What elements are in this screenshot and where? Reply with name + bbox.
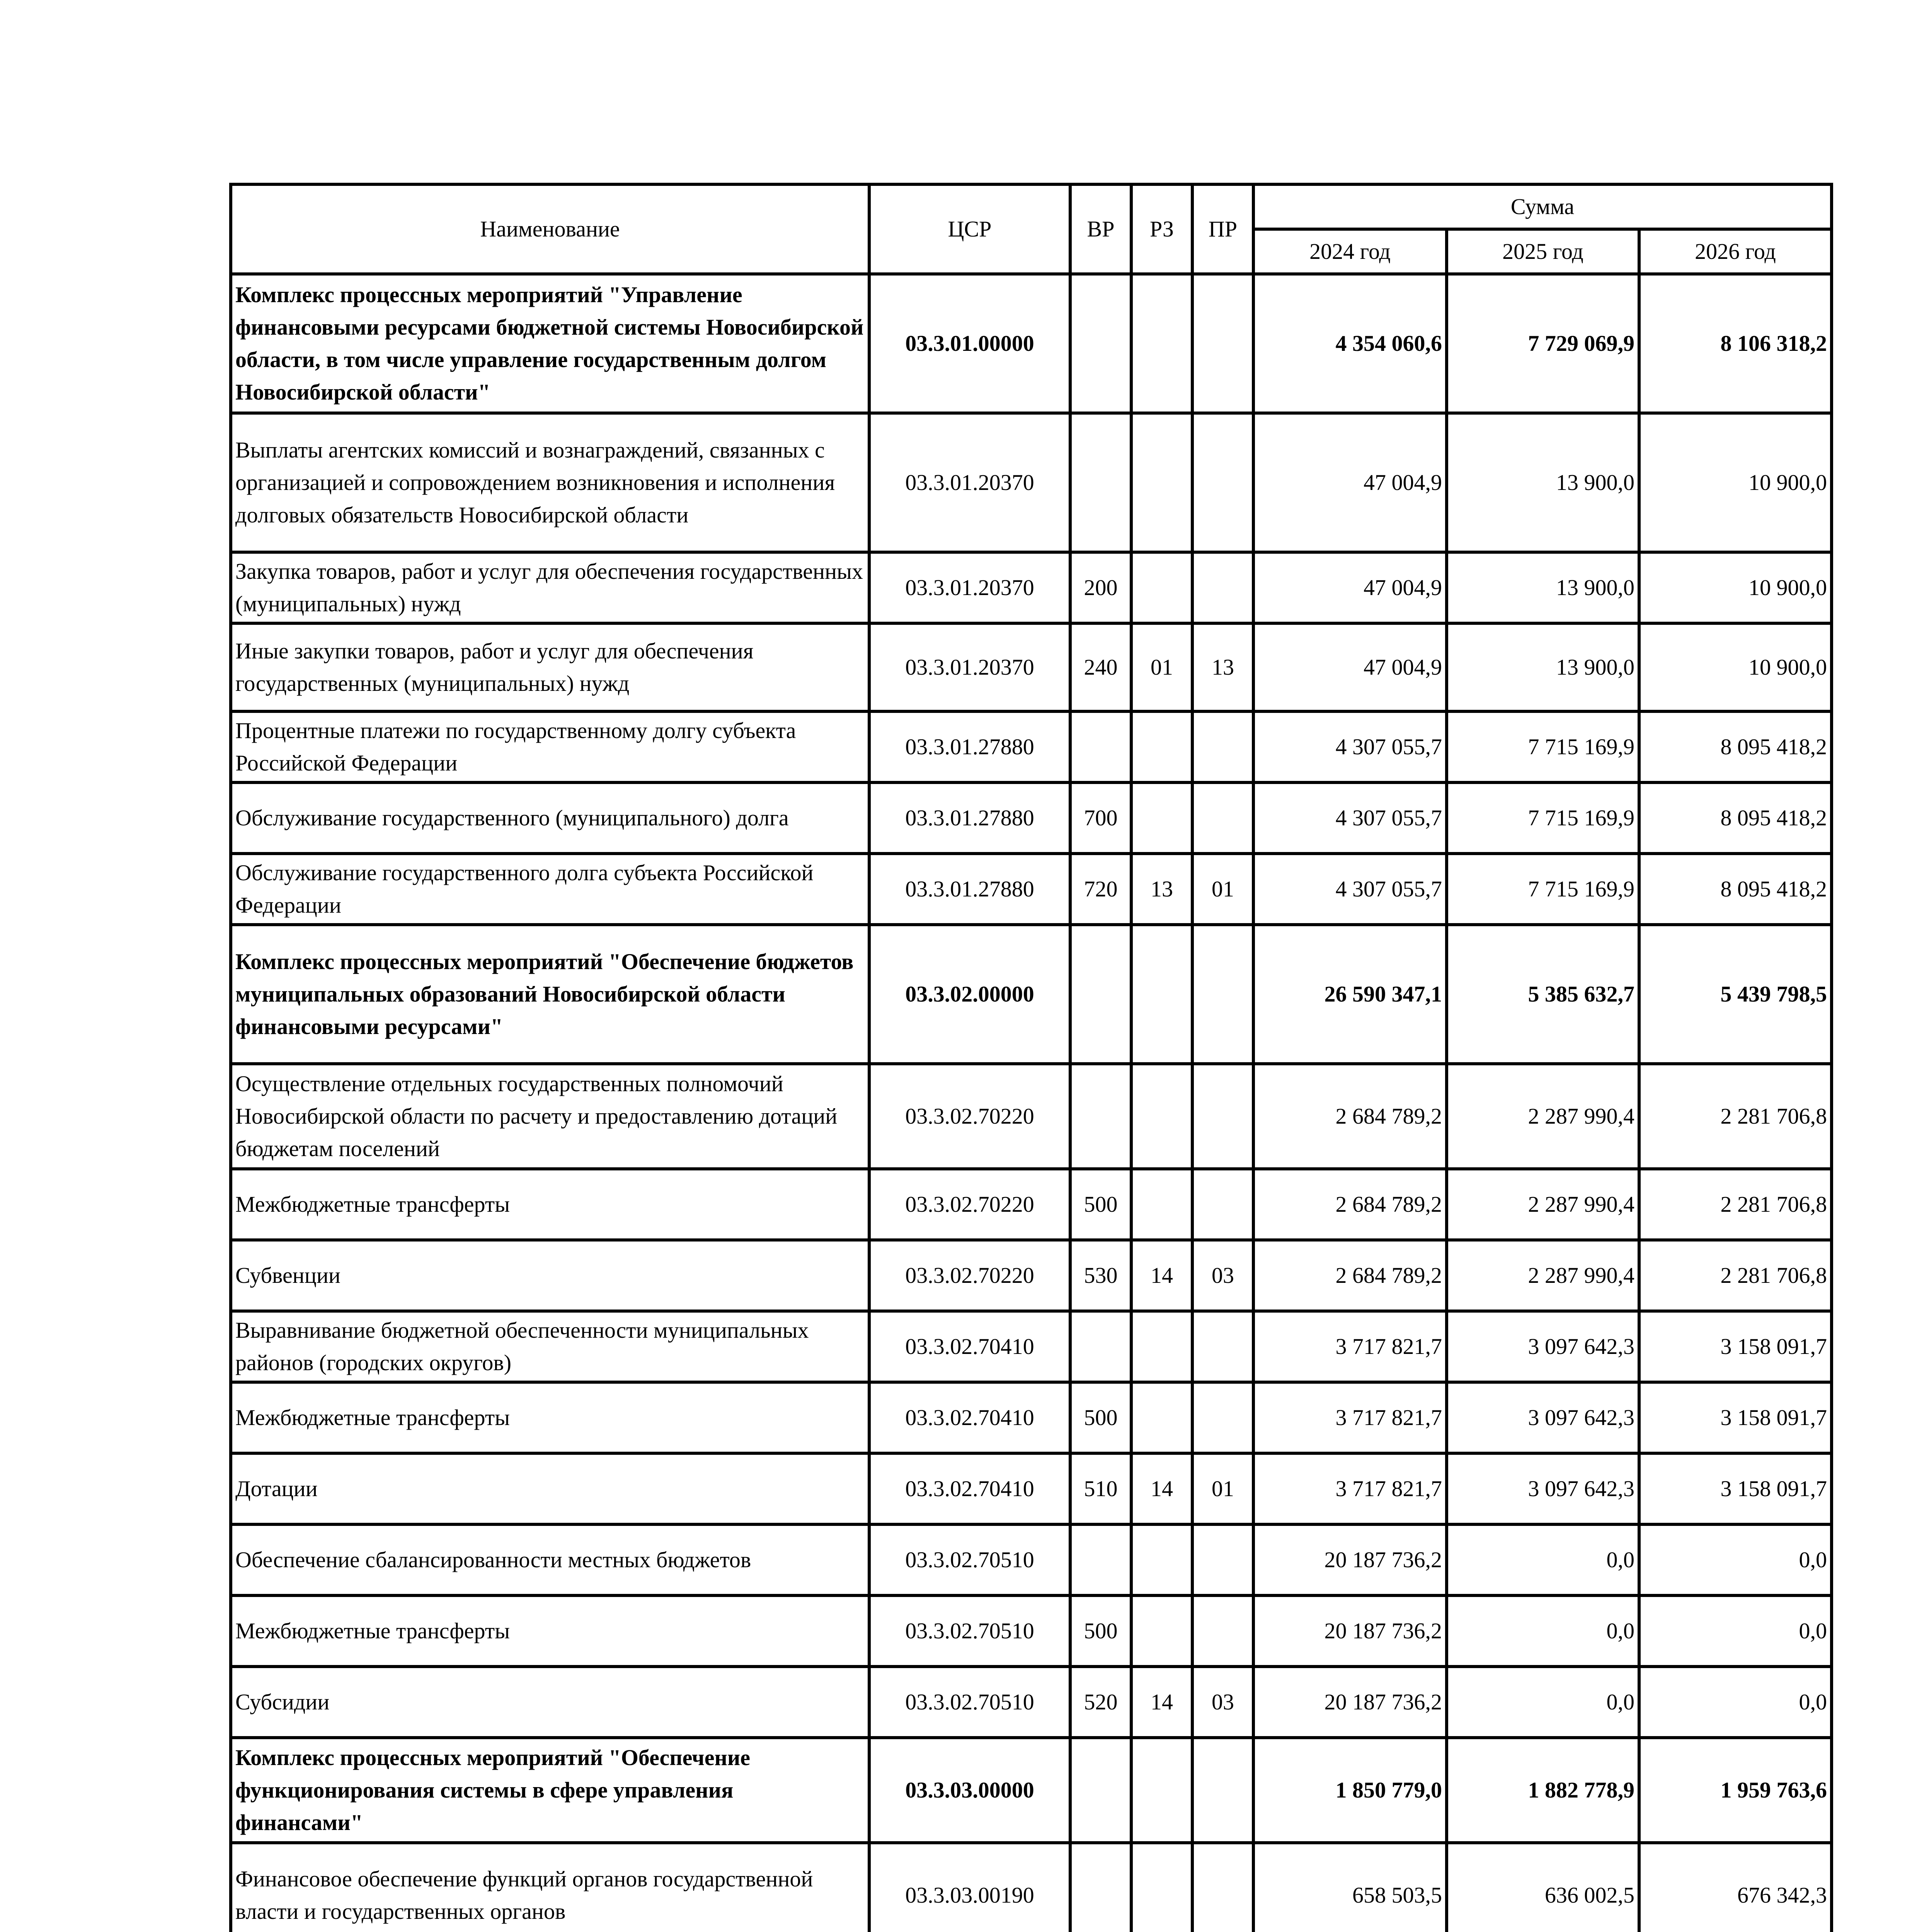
row-vr: 530 (1070, 1240, 1131, 1311)
row-amount-2025: 13 900,0 (1447, 623, 1639, 711)
table-header (231, 184, 1832, 274)
row-amount-2026: 8 106 318,2 (1639, 274, 1832, 413)
row-amount-2025: 0,0 (1447, 1595, 1639, 1667)
row-pr (1192, 1311, 1253, 1382)
row-amount-2025: 2 287 990,4 (1447, 1240, 1639, 1311)
row-rz (1131, 1524, 1192, 1595)
row-amount-2024: 20 187 736,2 (1253, 1595, 1447, 1667)
row-amount-2024: 2 684 789,2 (1253, 1240, 1447, 1311)
row-amount-2025: 0,0 (1447, 1524, 1639, 1595)
row-pr (1192, 552, 1253, 623)
row-vr (1070, 1738, 1131, 1843)
row-name: Комплекс процессных мероприятий "Управление финансовыми ресурсами бюджетной системы Новосибирской области, в том числе управление государственным долгом Новосибирской области" (231, 274, 869, 413)
row-name: Выравнивание бюджетной обеспеченности муниципальных районов (городских округов) (231, 1311, 869, 1382)
header-year-2024: 2024 год (1253, 229, 1447, 274)
row-amount-2026: 676 342,3 (1639, 1843, 1832, 1932)
row-vr: 720 (1070, 854, 1131, 925)
row-rz (1131, 782, 1192, 854)
row-amount-2025: 1 882 778,9 (1447, 1738, 1639, 1843)
row-amount-2024: 2 684 789,2 (1253, 1064, 1447, 1169)
row-amount-2025: 5 385 632,7 (1447, 925, 1639, 1064)
row-csr: 03.3.01.20370 (869, 552, 1070, 623)
row-pr (1192, 1595, 1253, 1667)
row-amount-2024: 3 717 821,7 (1253, 1382, 1447, 1453)
row-amount-2024: 47 004,9 (1253, 413, 1447, 552)
header-vr: ВР (1070, 184, 1131, 274)
row-amount-2024: 4 307 055,7 (1253, 854, 1447, 925)
row-pr: 03 (1192, 1667, 1253, 1738)
row-csr: 03.3.01.20370 (869, 413, 1070, 552)
row-amount-2026: 10 900,0 (1639, 552, 1832, 623)
table-row (231, 1311, 1832, 1382)
table-row (231, 1667, 1832, 1738)
header-sum: Сумма (1253, 184, 1832, 229)
row-vr: 500 (1070, 1382, 1131, 1453)
table-row (231, 1843, 1832, 1932)
row-vr (1070, 711, 1131, 782)
row-amount-2024: 47 004,9 (1253, 623, 1447, 711)
row-amount-2025: 7 715 169,9 (1447, 782, 1639, 854)
table-row (231, 1240, 1832, 1311)
row-pr (1192, 1843, 1253, 1932)
row-name: Осуществление отдельных государственных полномочий Новосибирской области по расчету и предоставлению дотаций бюджетам поселений (231, 1064, 869, 1169)
row-csr: 03.3.02.70410 (869, 1311, 1070, 1382)
row-amount-2025: 2 287 990,4 (1447, 1169, 1639, 1240)
row-rz: 13 (1131, 854, 1192, 925)
row-vr (1070, 1064, 1131, 1169)
row-vr: 510 (1070, 1453, 1131, 1524)
table-row (231, 1453, 1832, 1524)
row-rz (1131, 925, 1192, 1064)
row-amount-2026: 10 900,0 (1639, 623, 1832, 711)
row-name: Субвенции (231, 1240, 869, 1311)
row-amount-2026: 0,0 (1639, 1595, 1832, 1667)
row-csr: 03.3.01.27880 (869, 854, 1070, 925)
row-pr (1192, 1064, 1253, 1169)
table-row (231, 623, 1832, 711)
row-vr (1070, 925, 1131, 1064)
row-amount-2026: 0,0 (1639, 1667, 1832, 1738)
header-rz: РЗ (1131, 184, 1192, 274)
row-amount-2025: 3 097 642,3 (1447, 1382, 1639, 1453)
row-pr (1192, 711, 1253, 782)
row-name: Обслуживание государственного (муниципального) долга (231, 782, 869, 854)
row-amount-2025: 13 900,0 (1447, 552, 1639, 623)
row-amount-2026: 8 095 418,2 (1639, 782, 1832, 854)
row-amount-2026: 8 095 418,2 (1639, 711, 1832, 782)
row-amount-2024: 47 004,9 (1253, 552, 1447, 623)
row-amount-2025: 636 002,5 (1447, 1843, 1639, 1932)
row-amount-2024: 4 307 055,7 (1253, 711, 1447, 782)
row-name: Процентные платежи по государственному долгу субъекта Российской Федерации (231, 711, 869, 782)
row-vr (1070, 1843, 1131, 1932)
row-csr: 03.3.02.70410 (869, 1382, 1070, 1453)
row-amount-2026: 2 281 706,8 (1639, 1240, 1832, 1311)
row-amount-2025: 3 097 642,3 (1447, 1453, 1639, 1524)
row-name: Дотации (231, 1453, 869, 1524)
row-vr: 240 (1070, 623, 1131, 711)
row-name: Межбюджетные трансферты (231, 1169, 869, 1240)
table-row (231, 782, 1832, 854)
row-name: Иные закупки товаров, работ и услуг для обеспечения государственных (муниципальных) нужд (231, 623, 869, 711)
row-rz (1131, 274, 1192, 413)
table-row (231, 413, 1832, 552)
table-row (231, 1382, 1832, 1453)
row-csr: 03.3.02.70220 (869, 1064, 1070, 1169)
table-row (231, 274, 1832, 413)
row-csr: 03.3.02.00000 (869, 925, 1070, 1064)
row-name: Субсидии (231, 1667, 869, 1738)
row-pr (1192, 274, 1253, 413)
row-amount-2025: 7 715 169,9 (1447, 711, 1639, 782)
row-pr: 03 (1192, 1240, 1253, 1311)
row-amount-2024: 4 354 060,6 (1253, 274, 1447, 413)
header-pr: ПР (1192, 184, 1253, 274)
row-pr (1192, 925, 1253, 1064)
budget-table (229, 183, 1833, 1932)
row-amount-2026: 3 158 091,7 (1639, 1382, 1832, 1453)
row-pr (1192, 1382, 1253, 1453)
row-amount-2024: 1 850 779,0 (1253, 1738, 1447, 1843)
row-amount-2026: 2 281 706,8 (1639, 1064, 1832, 1169)
row-rz: 14 (1131, 1667, 1192, 1738)
row-vr: 520 (1070, 1667, 1131, 1738)
row-amount-2026: 10 900,0 (1639, 413, 1832, 552)
row-csr: 03.3.01.27880 (869, 782, 1070, 854)
row-vr: 500 (1070, 1169, 1131, 1240)
row-pr: 13 (1192, 623, 1253, 711)
row-pr (1192, 782, 1253, 854)
row-amount-2026: 5 439 798,5 (1639, 925, 1832, 1064)
row-csr: 03.3.02.70510 (869, 1667, 1070, 1738)
row-amount-2026: 2 281 706,8 (1639, 1169, 1832, 1240)
row-csr: 03.3.01.00000 (869, 274, 1070, 413)
row-amount-2025: 0,0 (1447, 1667, 1639, 1738)
header-name: Наименование (231, 184, 869, 274)
row-amount-2026: 8 095 418,2 (1639, 854, 1832, 925)
row-name: Выплаты агентских комиссий и вознаграждений, связанных с организацией и сопровождением возникновения и исполнения долговых обязательств Новосибирской области (231, 413, 869, 552)
row-csr: 03.3.01.27880 (869, 711, 1070, 782)
table-row (231, 1524, 1832, 1595)
row-rz (1131, 1843, 1192, 1932)
row-amount-2025: 3 097 642,3 (1447, 1311, 1639, 1382)
row-pr (1192, 1524, 1253, 1595)
row-amount-2024: 4 307 055,7 (1253, 782, 1447, 854)
row-pr: 01 (1192, 854, 1253, 925)
row-name: Обеспечение сбалансированности местных бюджетов (231, 1524, 869, 1595)
row-vr (1070, 1311, 1131, 1382)
row-vr: 700 (1070, 782, 1131, 854)
row-amount-2026: 1 959 763,6 (1639, 1738, 1832, 1843)
row-amount-2025: 13 900,0 (1447, 413, 1639, 552)
row-amount-2024: 3 717 821,7 (1253, 1311, 1447, 1382)
row-csr: 03.3.02.70410 (869, 1453, 1070, 1524)
row-name: Межбюджетные трансферты (231, 1382, 869, 1453)
row-amount-2024: 658 503,5 (1253, 1843, 1447, 1932)
row-pr: 01 (1192, 1453, 1253, 1524)
row-rz: 14 (1131, 1240, 1192, 1311)
row-pr (1192, 1169, 1253, 1240)
row-pr (1192, 413, 1253, 552)
header-csr: ЦСР (869, 184, 1070, 274)
row-csr: 03.3.02.70510 (869, 1595, 1070, 1667)
row-amount-2026: 0,0 (1639, 1524, 1832, 1595)
row-csr: 03.3.01.20370 (869, 623, 1070, 711)
row-rz (1131, 1311, 1192, 1382)
header-year-2025: 2025 год (1447, 229, 1639, 274)
row-csr: 03.3.03.00000 (869, 1738, 1070, 1843)
row-vr (1070, 413, 1131, 552)
row-csr: 03.3.03.00190 (869, 1843, 1070, 1932)
table-row (231, 1738, 1832, 1843)
table-row (231, 1169, 1832, 1240)
table-row (231, 1064, 1832, 1169)
row-csr: 03.3.02.70510 (869, 1524, 1070, 1595)
row-amount-2024: 20 187 736,2 (1253, 1524, 1447, 1595)
table-row (231, 552, 1832, 623)
table-row (231, 925, 1832, 1064)
row-rz: 01 (1131, 623, 1192, 711)
row-amount-2024: 20 187 736,2 (1253, 1667, 1447, 1738)
row-rz (1131, 1738, 1192, 1843)
row-amount-2026: 3 158 091,7 (1639, 1311, 1832, 1382)
table-body (231, 274, 1832, 1932)
row-name: Комплекс процессных мероприятий "Обеспечение функционирования системы в сфере управления финансами" (231, 1738, 869, 1843)
row-amount-2024: 3 717 821,7 (1253, 1453, 1447, 1524)
row-amount-2026: 3 158 091,7 (1639, 1453, 1832, 1524)
row-rz: 14 (1131, 1453, 1192, 1524)
row-amount-2025: 7 715 169,9 (1447, 854, 1639, 925)
row-csr: 03.3.02.70220 (869, 1240, 1070, 1311)
row-pr (1192, 1738, 1253, 1843)
row-amount-2025: 2 287 990,4 (1447, 1064, 1639, 1169)
table-row (231, 711, 1832, 782)
row-amount-2024: 2 684 789,2 (1253, 1169, 1447, 1240)
row-vr: 200 (1070, 552, 1131, 623)
row-rz (1131, 1595, 1192, 1667)
row-vr: 500 (1070, 1595, 1131, 1667)
row-rz (1131, 413, 1192, 552)
row-name: Межбюджетные трансферты (231, 1595, 869, 1667)
row-vr (1070, 1524, 1131, 1595)
row-rz (1131, 711, 1192, 782)
row-rz (1131, 552, 1192, 623)
row-name: Комплекс процессных мероприятий "Обеспечение бюджетов муниципальных образований Новосибирской области финансовыми ресурсами" (231, 925, 869, 1064)
table-row (231, 854, 1832, 925)
row-name: Финансовое обеспечение функций органов государственной власти и государственных органов (231, 1843, 869, 1932)
table-row (231, 1595, 1832, 1667)
row-name: Закупка товаров, работ и услуг для обеспечения государственных (муниципальных) нужд (231, 552, 869, 623)
row-rz (1131, 1169, 1192, 1240)
row-name: Обслуживание государственного долга субъекта Российской Федерации (231, 854, 869, 925)
row-vr (1070, 274, 1131, 413)
row-csr: 03.3.02.70220 (869, 1169, 1070, 1240)
row-rz (1131, 1064, 1192, 1169)
row-amount-2025: 7 729 069,9 (1447, 274, 1639, 413)
row-rz (1131, 1382, 1192, 1453)
header-year-2026: 2026 год (1639, 229, 1832, 274)
row-amount-2024: 26 590 347,1 (1253, 925, 1447, 1064)
